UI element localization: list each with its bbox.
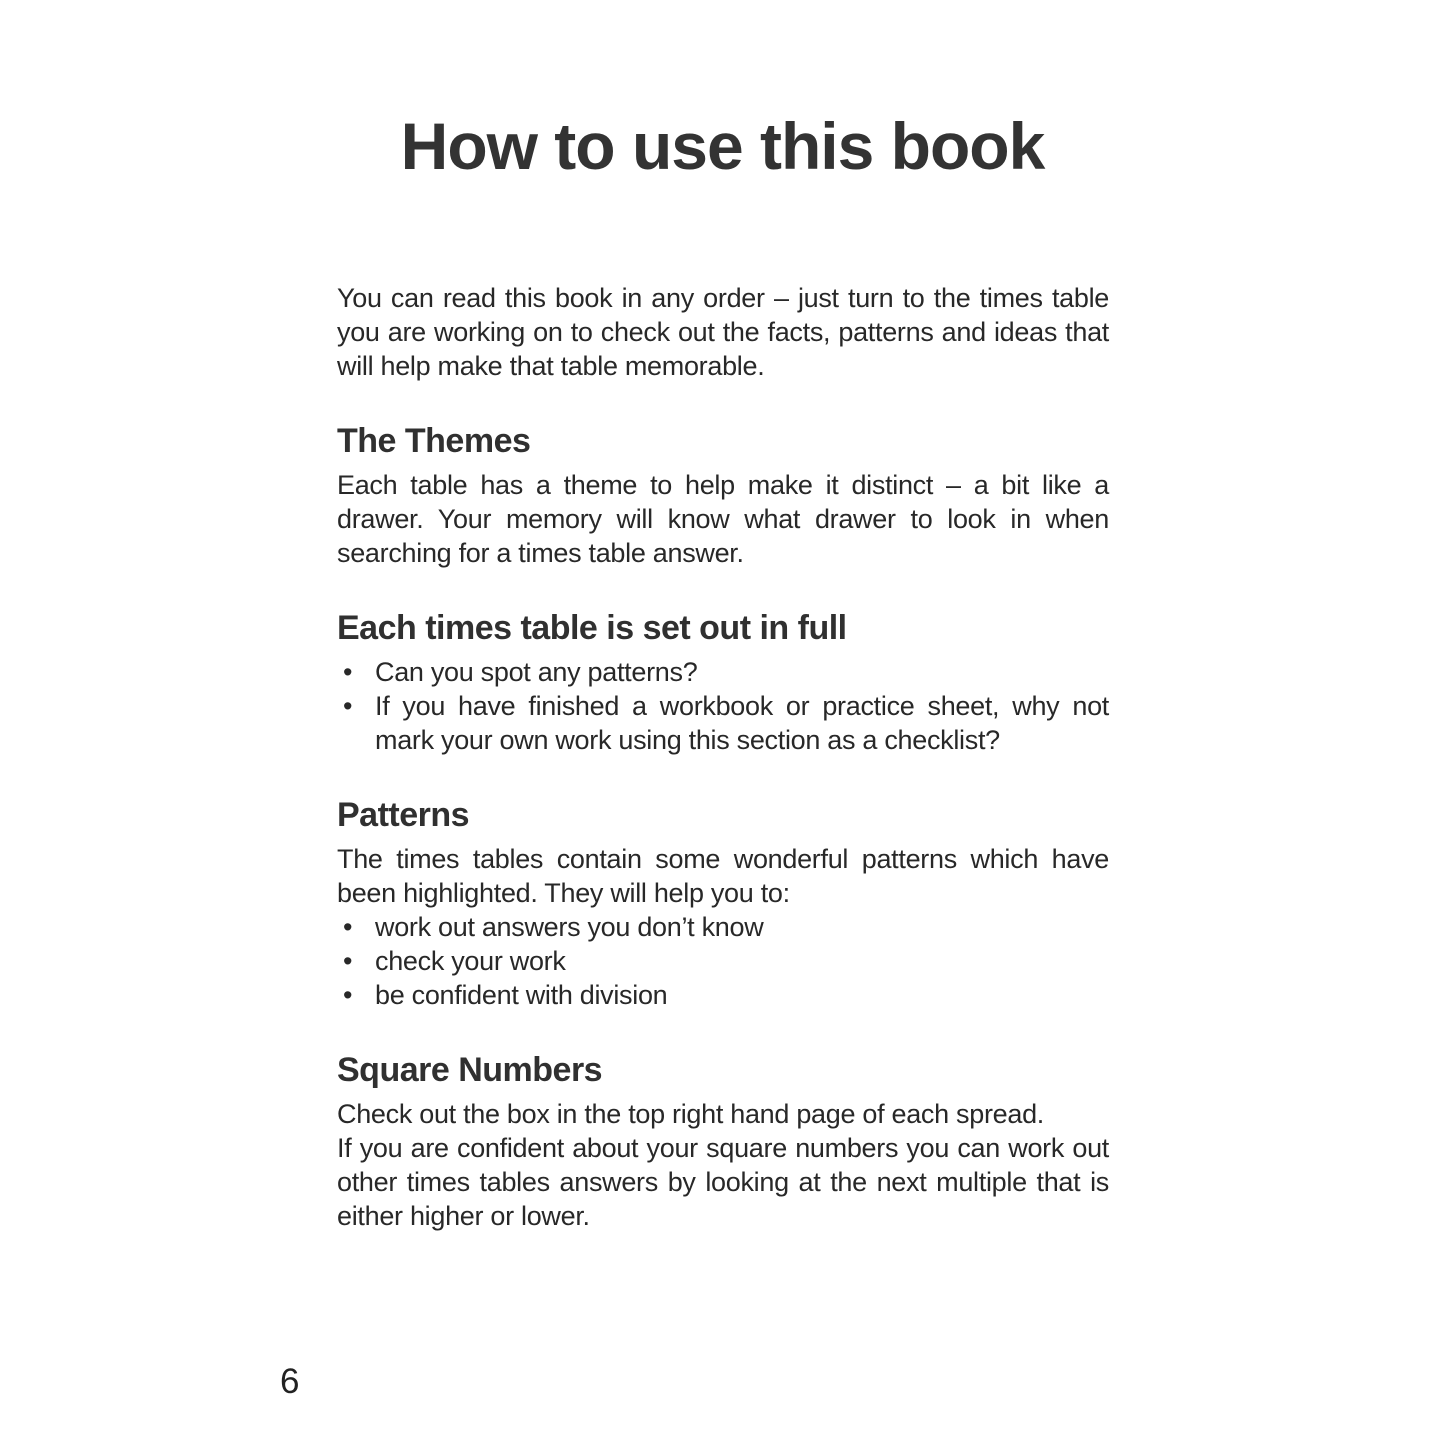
section-heading-times-table-full: Each times table is set out in full [337,609,847,647]
section-heading-patterns: Patterns [337,796,470,834]
bullet-item: • work out answers you don’t know [337,910,1109,944]
section-square-numbers [337,1050,1109,1233]
section-paragraph: If you are confident about your square numbers you can work out other times tables answers by looking at the next multiple that is either higher or lower. [337,1133,1109,1231]
section-paragraph: Each table has a theme to help make it distinct – a bit like a drawer. Your memory will know what drawer to look in when searching for a times table answer. [337,470,1109,568]
bullet-item: • be confident with division [337,978,1109,1012]
section-times-table-set-out-in-full [337,608,1109,757]
bullet-list [337,655,1109,757]
page-content [337,281,1109,1233]
section-heading-square-numbers: Square Numbers [337,1051,603,1089]
section-patterns [337,795,1109,1012]
bullet-item: • If you have finished a workbook or practice sheet, why not mark your own work using this section as a checklist? [337,689,1109,757]
section-the-themes [337,421,1109,570]
intro-paragraph: You can read this book in any order – just turn to the times table you are working on to check out the facts, patterns and ideas that will help make that table memorable. [337,283,1109,381]
bullet-item: • check your work [337,944,1109,978]
section-paragraph: Check out the box in the top right hand page of each spread. [337,1099,1045,1129]
page-number: 6 [280,1362,300,1401]
section-paragraph: The times tables contain some wonderful patterns which have been highlighted. They will help you to: [337,844,1109,908]
section-heading-the-themes: The Themes [337,422,531,460]
bullet-item: • Can you spot any patterns? [337,655,1109,689]
bullet-list [337,910,1109,1012]
page-title: How to use this book [400,109,1045,183]
